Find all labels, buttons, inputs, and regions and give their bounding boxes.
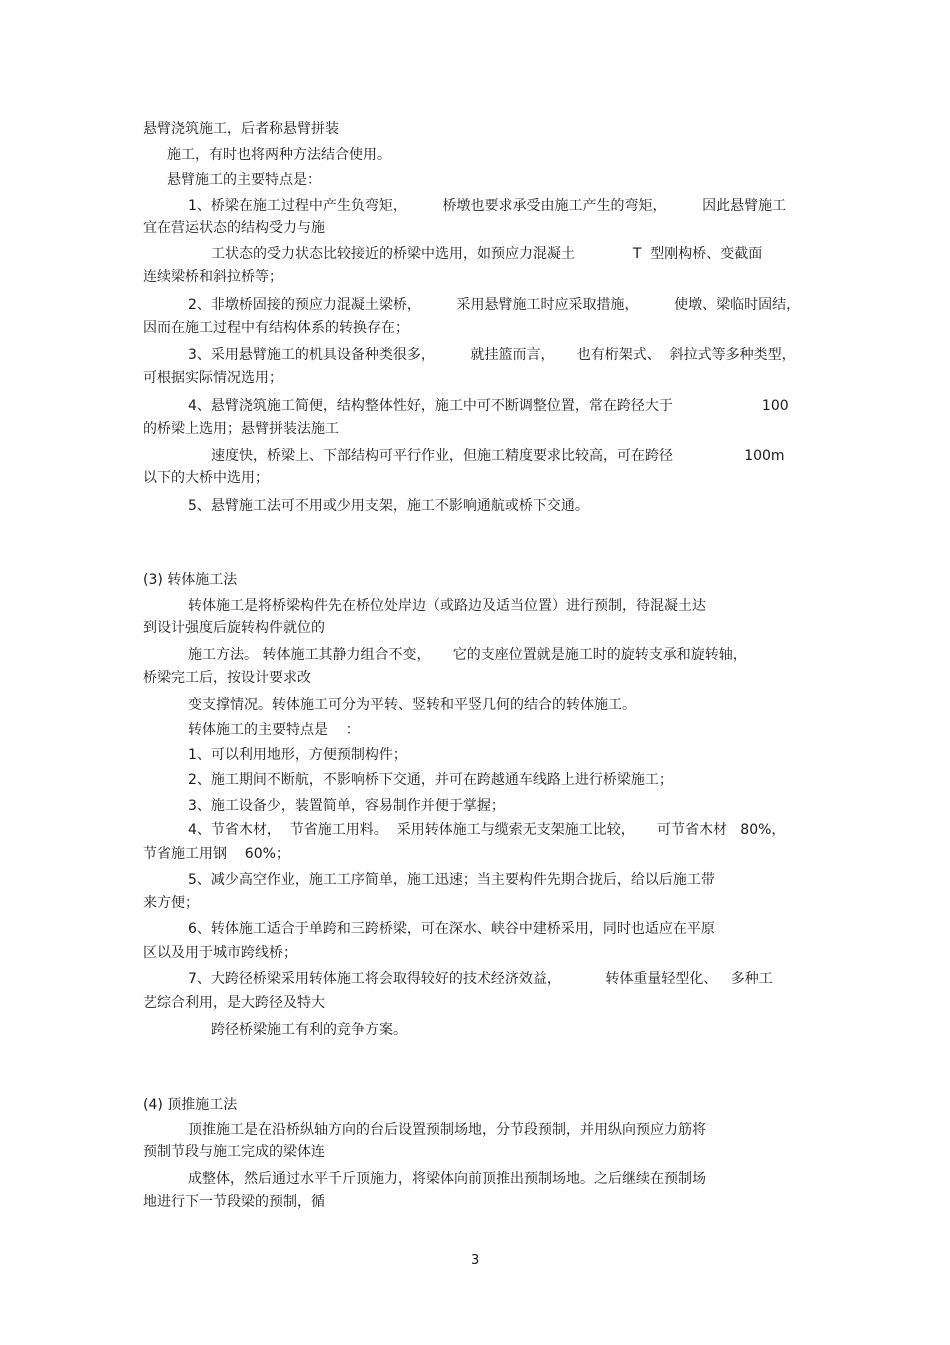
text-line: 成整体，然后通过水平千斤顶施力，将梁体向前顶推出预制场地。之后继续在预制场	[188, 1171, 706, 1187]
text-line: (4) 顶推施工法	[143, 1097, 238, 1113]
text-line: 转体施工是将桥梁构件先在桥位处岸边（或路边及适当位置）进行预制，待混凝土达	[188, 598, 706, 614]
text-line: 来方便；	[143, 895, 199, 911]
text-line: 7、大跨径桥梁采用转体施工将会取得较好的技术经济效益， 转体重量轻型化、 多种工	[188, 971, 773, 987]
text-line: 变支撑情况。转体施工可分为平转、竖转和平竖几何的结合的转体施工。	[188, 697, 636, 713]
page-number: 3	[471, 1253, 480, 1268]
text-line: 桥梁完工后，按设计要求改	[143, 670, 311, 686]
text-line: 可根据实际情况选用；	[143, 370, 283, 386]
text-line: 预制节段与施工完成的梁体连	[143, 1144, 325, 1160]
text-line: 的桥梁上选用；悬臂拼装法施工	[143, 421, 339, 437]
text-line: 悬臂施工的主要特点是：	[167, 172, 321, 188]
text-line: 速度快，桥梁上、下部结构可平行作业，但施工精度要求比较高，可在跨径 100m	[211, 448, 785, 464]
text-line: 工状态的受力状态比较接近的桥梁中选用，如预应力混凝土 T 型刚构桥、变截面	[211, 246, 763, 262]
text-line: 施工，有时也将两种方法结合使用。	[167, 147, 391, 163]
text-line: 宜在营运状态的结构受力与施	[143, 220, 325, 236]
text-line: 2、非墩桥固接的预应力混凝土梁桥， 采用悬臂施工时应采取措施， 使墩、梁临时固结，	[188, 297, 801, 313]
text-line: (3) 转体施工法	[143, 572, 238, 588]
text-line: 因而在施工过程中有结构体系的转换存在；	[143, 320, 409, 336]
text-line: 2、施工期间不断航，不影响桥下交通，并可在跨越通车线路上进行桥梁施工；	[188, 772, 673, 788]
text-line: 5、减少高空作业，施工工序简单，施工迅速；当主要构件先期合拢后，给以后施工带	[188, 872, 715, 888]
text-line: 1、可以利用地形，方便预制构件；	[188, 747, 407, 763]
text-line: 施工方法。 转体施工其静力组合不变， 它的支座位置就是施工时的旋转支承和旋转轴，	[188, 647, 747, 663]
text-line: 4、悬臂浇筑施工简便，结构整体性好，施工中可不断调整位置，常在跨径大于 100	[188, 398, 789, 414]
text-line: 6、转体施工适合于单跨和三跨桥梁，可在深水、峡谷中建桥采用，同时也适应在平原	[188, 921, 715, 937]
text-line: 以下的大桥中选用；	[143, 470, 269, 486]
text-line: 顶推施工是在沿桥纵轴方向的台后设置预制场地，分节段预制，并用纵向预应力筋将	[188, 1122, 706, 1138]
text-line: 3、采用悬臂施工的机具设备种类很多， 就挂篮而言， 也有桁架式、 斜拉式等多种类型，	[188, 347, 796, 363]
text-line: 跨径桥梁施工有利的竞争方案。	[211, 1022, 407, 1038]
text-line: 到设计强度后旋转构件就位的	[143, 620, 325, 636]
text-line: 节省施工用钢 60%；	[143, 846, 290, 862]
text-line: 艺综合利用，是大跨径及特大	[143, 995, 325, 1011]
text-line: 5、悬臂施工法可不用或少用支架，施工不影响通航或桥下交通。	[188, 498, 589, 514]
text-line: 3、施工设备少，装置简单，容易制作并便于掌握；	[188, 798, 505, 814]
text-line: 区以及用于城市跨线桥；	[143, 945, 297, 961]
text-line: 转体施工的主要特点是 ：	[188, 722, 360, 738]
text-line: 连续梁桥和斜拉桥等；	[143, 269, 283, 285]
text-line: 悬臂浇筑施工，后者称悬臂拼装	[143, 121, 339, 137]
text-line: 4、节省木材， 节省施工用料。 采用转体施工与缆索无支架施工比较， 可节省木材 80%，	[188, 822, 786, 838]
text-line: 1、桥梁在施工过程中产生负弯矩， 桥墩也要求承受由施工产生的弯矩， 因此悬臂施工	[188, 198, 787, 214]
text-line: 地进行下一节段梁的预制，循	[143, 1194, 325, 1210]
